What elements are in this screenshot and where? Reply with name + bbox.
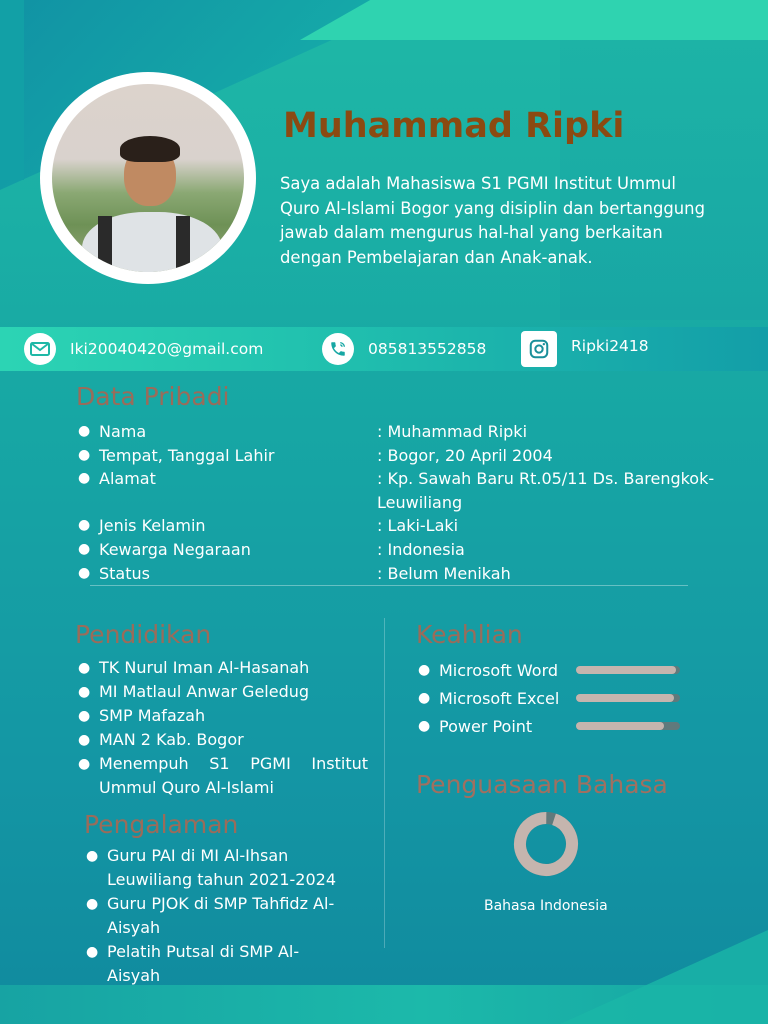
profile-name: Muhammad Ripki [283,106,625,146]
bullet-icon: ● [78,756,91,772]
personal-row-address [78,467,728,514]
list-item [78,656,368,680]
column-divider [384,618,385,948]
skill-item [418,712,688,740]
personal-value: : Kp. Sawah Baru Rt.05/11 Ds. Barengkok-Leuwiliang [377,469,715,512]
contact-instagram[interactable] [521,331,649,367]
phone-icon [322,333,354,365]
personal-label: Alamat [99,469,156,489]
bullet-icon: ● [78,517,91,534]
bullet-icon: ● [418,662,431,678]
personal-row-nationality [78,538,728,562]
bullet-icon: ● [418,718,431,734]
personal-row-name [78,420,728,444]
personal-label: Nama [99,422,147,441]
donut-fill [513,811,579,877]
bullet-icon: ● [78,423,91,439]
list-item [78,752,368,800]
personal-row-status [78,562,728,586]
photo-bag-strap-left [98,216,112,272]
education-item: MI Matlaul Anwar Geledug [99,682,310,701]
bullet-icon: ● [78,684,91,700]
instagram-icon [521,331,557,367]
email-text: Iki20040420@gmail.com [70,340,264,358]
personal-label: Status [99,563,150,583]
background-shape-top-right [300,0,768,40]
personal-value: : Muhammad Ripki [377,422,528,441]
section-title-education: Pendidikan [75,620,212,649]
list-item [86,892,348,940]
bullet-icon: ● [418,690,431,706]
skill-label: Microsoft Word [439,660,559,680]
list-item [78,728,368,752]
experience-item: Guru PAI di MI Al-Ihsan Leuwiliang tahun 2021-2024 [107,846,337,889]
skill-label: Microsoft Excel [439,688,560,708]
bullet-icon: ● [78,540,91,557]
phone-text: 085813552858 [368,340,487,358]
bullet-icon: ● [78,660,91,676]
skill-item [418,684,688,712]
education-item: MAN 2 Kab. Bogor [99,730,244,749]
profile-photo [52,84,244,272]
personal-value: : Bogor, 20 April 2004 [377,445,553,465]
photo-bag-strap-right [176,216,190,272]
background-shape-bottom-right [560,930,768,1024]
envelope-icon [24,333,56,365]
bullet-icon: ● [78,732,91,748]
skill-label: Power Point [439,716,533,736]
education-item: SMP Mafazah [99,706,206,725]
bullet-icon: ● [78,564,91,581]
profile-photo-frame [40,72,256,284]
personal-value: : Belum Menikah [377,563,511,583]
bullet-icon: ● [86,848,99,864]
education-list [78,656,368,800]
experience-item: Pelatih Putsal di SMP Al-Aisyah [107,942,300,985]
skill-bar [576,666,680,674]
education-item: TK Nurul Iman Al-Hasanah [99,658,310,677]
education-item: Menempuh S1 PGMI Institut Ummul Quro Al-Islami [99,754,368,797]
personal-data-list [78,420,728,585]
section-divider [90,585,688,586]
personal-value: : Indonesia [377,539,465,559]
list-item [86,844,348,892]
skill-bar-fill [576,694,674,702]
section-title-personal: Data Pribadi [76,382,230,411]
background-shape-left-band [0,0,24,180]
personal-row-birth [78,444,728,468]
personal-label: Tempat, Tanggal Lahir [99,445,275,465]
personal-label: Jenis Kelamin [99,516,206,536]
language-donut-chart [512,810,580,878]
skills-list [418,656,688,740]
personal-label: Kewarga Negaraan [99,539,251,559]
bullet-icon: ● [86,896,99,912]
skill-item [418,656,688,684]
photo-hair [120,136,180,162]
bullet-icon: ● [78,708,91,724]
section-title-languages: Penguasaan Bahasa [416,770,668,799]
section-title-experience: Pengalaman [84,810,239,839]
language-label: Bahasa Indonesia [484,898,608,914]
list-item [78,704,368,728]
contact-phone[interactable] [322,333,486,365]
profile-summary: Saya adalah Mahasiswa S1 PGMI Institut Ummul Quro Al-Islami Bogor yang disiplin dan bertanggung jawab dalam mengurus hal-hal yang berkaitan dengan Pembelajaran dan Anak-anak. [280,174,705,267]
experience-list [86,844,348,988]
list-item [78,680,368,704]
list-item [86,940,348,988]
bullet-icon: ● [78,446,91,463]
skill-bar [576,722,680,730]
skill-bar-fill [576,722,664,730]
experience-item: Guru PJOK di SMP Tahfidz Al-Aisyah [107,894,335,937]
contact-email[interactable] [24,333,263,365]
section-title-skills: Keahlian [416,620,523,649]
bullet-icon: ● [78,470,91,487]
personal-value: : Laki-Laki [377,516,459,536]
skill-bar [576,694,680,702]
instagram-text: Ripki2418 [571,337,649,355]
skill-bar-fill [576,666,676,674]
personal-row-gender [78,514,728,538]
bullet-icon: ● [86,944,99,960]
